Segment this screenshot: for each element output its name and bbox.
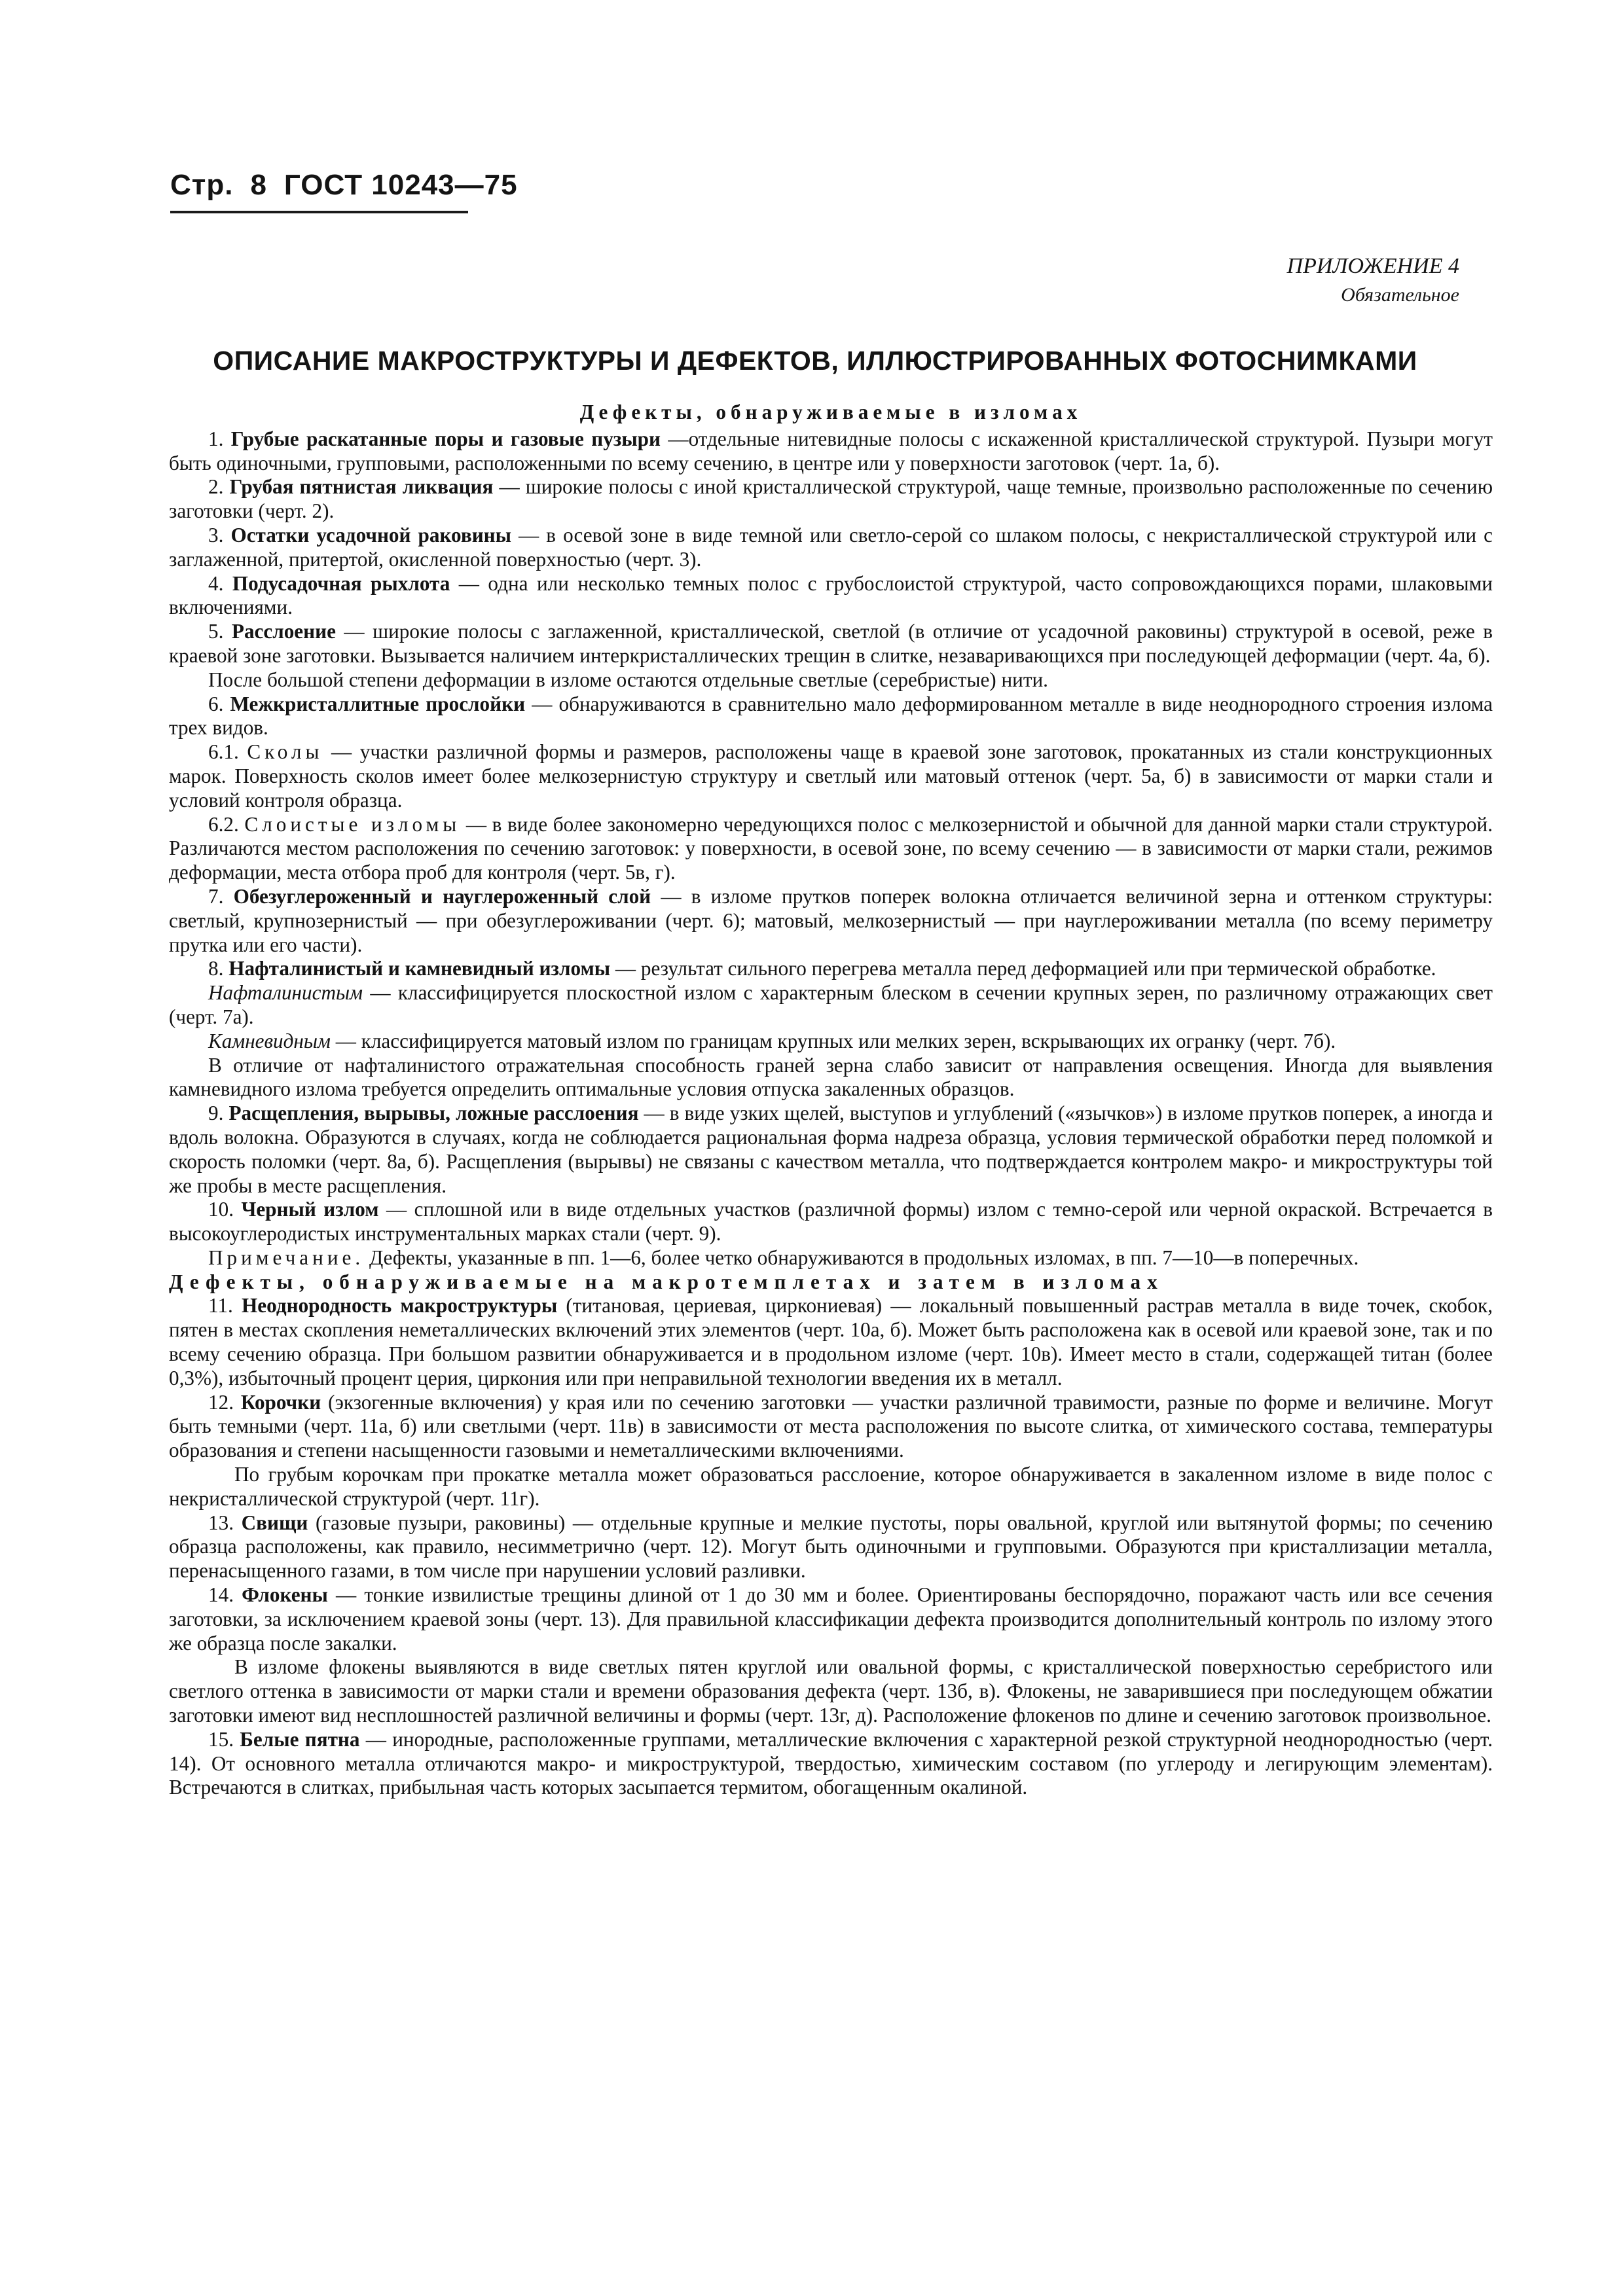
defect-term: Флокены xyxy=(242,1583,328,1607)
item-text: — участки различной формы и размеров, расположены чаще в краевой зоне заготовок, прокатанных из стали конструкционных марок. Поверхность сколов имеет более мелкозернистую структуру и светлый или матовый оттенок (черт. 5а, б) в зависимости от марки стали и условий контроля образца. xyxy=(169,740,1493,812)
paragraph-6-2 xyxy=(169,813,1493,885)
item-text: (газовые пузыри, раковины) — отдельные крупные и мелкие пустоты, поры овальной, круглой или вытянутой формы; по сечению образца расположены, как правило, несимметрично (черт. 12). Могут быть одиночными и групповыми. Образуются при кристаллизации металла, перенасыщенного газами, в том числе при нарушении условий разливки. xyxy=(169,1511,1493,1583)
defect-term: Слоистые изломы xyxy=(244,812,461,836)
defect-term: Белые пятна xyxy=(240,1727,360,1751)
item-number: 6.2. xyxy=(208,812,239,836)
item-text: — классифицируется плоскостной излом с характерным блеском в сечении крупных зерен, по различному отражающих свет (черт. 7а). xyxy=(169,981,1493,1028)
defect-term: Грубые раскатанные поры и газовые пузыри xyxy=(230,427,661,450)
defect-term: Расслоение xyxy=(231,620,336,643)
paragraph-11 xyxy=(169,1294,1493,1390)
defect-term: Нафталинистым xyxy=(208,981,363,1005)
item-text: — в виде более закономерно чередующихся полос с мелкозернистой и обычной для данной марки стали структурой. Различаются местом расположения по сечению заготовок: у поверхности, в осевой зоне, по всему сечению — в зависимости от марки стали, режимов деформации, места отбора проб для контроля (черт. 5в, г). xyxy=(169,812,1493,884)
paragraph-4 xyxy=(169,572,1493,620)
item-number: 3. xyxy=(208,523,224,547)
item-number: 6. xyxy=(208,692,224,715)
defect-term: Камневидным xyxy=(208,1029,331,1052)
paragraph-8-continued: В отличие от нафталинистого отражательная способность граней зерна слабо зависит от направления освещения. Иногда для выявления камневидного излома требуется определить оптимальные условия отпуска закаленных образцов. xyxy=(169,1053,1493,1101)
defect-term: Корочки xyxy=(240,1390,321,1414)
standard-designation: ГОСТ 10243—75 xyxy=(283,169,518,201)
item-number: 15. xyxy=(208,1727,234,1751)
page-number: 8 xyxy=(250,169,267,201)
item-text: — в изломе прутков поперек волокна отличается величиной зерна и оттенком структуры: светлый, крупнозернистый — при обезуглероживании (черт. 6); матовый, мелкозернистый — при науглероживании металла (по всему периметру прутка или его части). xyxy=(169,884,1493,956)
note-label: Примечание. xyxy=(208,1246,365,1269)
item-number: 4. xyxy=(208,571,224,595)
page-label: Стр. xyxy=(170,169,234,201)
paragraph-10 xyxy=(169,1198,1493,1246)
item-text: — в осевой зоне в виде темной или светло-серой со шлаком полосы, с некристаллической структурой или с заглаженной, притертой, окисленной поверхностью (черт. 3). xyxy=(169,523,1493,571)
defect-term: Неоднородность макроструктуры xyxy=(242,1294,558,1318)
item-number: 10. xyxy=(208,1198,234,1221)
paragraph-8 xyxy=(169,957,1493,981)
note-text: Дефекты, указанные в пп. 1—6, более четко обнаруживаются в продольных изломах, в пп. 7—10—в поперечных. xyxy=(364,1246,1359,1269)
defect-term: Межкристаллитные прослойки xyxy=(230,692,526,715)
paragraph-2 xyxy=(169,475,1493,524)
item-number: 7. xyxy=(208,884,224,908)
item-number: 12. xyxy=(208,1390,234,1414)
item-number: 1. xyxy=(208,427,224,450)
appendix-status: Обязательное xyxy=(1341,284,1459,306)
paragraph-13 xyxy=(169,1511,1493,1583)
item-number: 2. xyxy=(208,475,224,499)
item-text: — классифицируется матовый излом по границам крупных или мелких зерен, вскрывающих их огранку (черт. 7б). xyxy=(330,1029,1336,1052)
document-body xyxy=(169,401,1493,1800)
section-heading-templates: Дефекты, обнаруживаемые на макротемплетах и затем в изломах xyxy=(169,1270,1164,1293)
document-title: ОПИСАНИЕ МАКРОСТРУКТУРЫ И ДЕФЕКТОВ, ИЛЛЮСТРИРОВАННЫХ ФОТОСНИМКАМИ xyxy=(213,346,1417,376)
paragraph-5-continued: После большой степени деформации в изломе остаются отдельные светлые (серебристые) нити. xyxy=(208,668,1048,691)
item-text: — результат сильного перегрева металла перед деформацией или при термической обработке. xyxy=(610,957,1436,980)
appendix-label xyxy=(1287,252,1459,310)
item-text: — обнаруживаются в сравнительно мало деформированном металле в виде неоднородного строения излома трех видов. xyxy=(169,692,1493,740)
item-number: 9. xyxy=(208,1102,224,1125)
paragraph-12-continued: По грубым корочкам при прокатке металла может образоваться расслоение, которое обнаруживается в закаленном изломе в виде полос с некристаллической структурой (черт. 11г). xyxy=(169,1463,1493,1510)
defect-term: Свищи xyxy=(241,1511,308,1534)
item-number: 14. xyxy=(208,1583,234,1607)
paragraph-8-naphthalene xyxy=(169,981,1493,1030)
running-header xyxy=(170,169,518,213)
note xyxy=(169,1246,1493,1270)
item-text: — тонкие извилистые трещины длиной от 1 до 30 мм и более. Ориентированы беспорядочно, поражают часть или все сечения заготовки, за исключением краевой зоны (черт. 13). Для правильной классификации дефекта производится дополнительный контроль по излому этого же образца после закалки. xyxy=(169,1583,1493,1655)
item-number: 11. xyxy=(208,1294,233,1318)
paragraph-12 xyxy=(169,1391,1493,1463)
paragraph-14 xyxy=(169,1583,1493,1655)
defect-term: Подусадочная рыхлота xyxy=(232,571,450,595)
item-text: (экзогенные включения) у края или по сечению заготовки — участки различной травимости, разные по форме и величине. Могут быть темными (черт. 11а, б) или светлыми (черт. 11в) в зависимости от места расположения по высоте слитка, от химического состава, температуры образования и степени насыщенности газовыми и неметаллическими включениями. xyxy=(169,1390,1493,1462)
item-text: — широкие полосы с иной кристаллической структурой, чаще темные, произвольно расположенные по сечению заготовки (черт. 2). xyxy=(169,475,1493,523)
appendix-number: ПРИЛОЖЕНИЕ 4 xyxy=(1286,254,1459,278)
paragraph-14-continued: В изломе флокены выявляются в виде светлых пятен круглой или овальной формы, с кристаллической поверхностью серебристого или светлого оттенка в зависимости от марки стали и времени образования дефекта (черт. 13б, в). Флокены, не заварившиеся при последующем обжатии заготовки имеют вид несплошностей различной величины и формы (черт. 13г, д). Расположение флокенов по длине и сечению заготовок произвольное. xyxy=(169,1655,1493,1727)
defect-term: Остатки усадочной раковины xyxy=(230,523,511,547)
paragraph-1 xyxy=(169,427,1493,476)
item-number: 8. xyxy=(208,957,224,980)
defect-term: Грубая пятнистая ликвация xyxy=(229,475,494,499)
item-text: — сплошной или в виде отдельных участков (различной формы) излом с темно-серой или черной окраской. Встречается в высокоуглеродистых инструментальных марках стали (черт. 9). xyxy=(169,1198,1493,1246)
item-text: — одна или несколько темных полос с грубослоистой структурой, часто сопровождающихся порами, шлаковыми включениями. xyxy=(169,571,1493,619)
paragraph-8-rock xyxy=(169,1030,1493,1054)
defect-term: Расщепления, вырывы, ложные расслоения xyxy=(228,1102,639,1125)
defect-term: Обезуглероженный и науглероженный слой xyxy=(233,884,651,908)
paragraph-15 xyxy=(169,1728,1493,1800)
paragraph-6 xyxy=(169,692,1493,741)
item-number: 13. xyxy=(208,1511,234,1534)
paragraph-7 xyxy=(169,885,1493,957)
defect-term: Черный излом xyxy=(241,1198,379,1221)
paragraph-9 xyxy=(169,1102,1493,1198)
item-text: — инородные, расположенные группами, металлические включения с характерной резкой структурной неоднородностью (черт. 14). От основного металла отличаются макро- и микроструктурой, твердостью, химическим составом (по углероду и легирующим элементам). Встречаются в слитках, прибыльная часть которых засыпается термитом, обогащенным окалиной. xyxy=(169,1727,1493,1799)
defect-term: Нафталинистый и камневидный изломы xyxy=(228,957,611,980)
item-text: (титановая, цериевая, циркониевая) — локальный повышенный растрав металла в виде точек, скобок, пятен в местах скопления неметаллических включений этих элементов (черт. 10а, б). Может быть расположена как в осевой или краевой зоне, так и по всему сечению образца. При большом развитии обнаруживается и в продольном изломе (черт. 10в). Имеет место в стали, содержащей титан (более 0,3%), избыточный процент церия, циркония или при неправильной технологии введения их в металл. xyxy=(169,1294,1493,1390)
section-heading-fractures: Дефекты, обнаруживаемые в изломах xyxy=(579,401,1082,423)
paragraph-5 xyxy=(169,620,1493,668)
paragraph-6-1 xyxy=(169,740,1493,812)
item-text: — широкие полосы с заглаженной, кристаллической, светлой (в отличие от усадочной раковины) структурой в осевой, реже в краевой зоне заготовки. Вызывается наличием интеркристаллических трещин в слитке, незаваривающихся при последующей деформации (черт. 4а, б). xyxy=(169,620,1493,667)
item-text: — в виде узких щелей, выступов и углублений («язычков») в изломе прутков поперек, а иногда и вдоль волокна. Образуются в случаях, когда не соблюдается рациональная форма надреза образца, условия термической обработки перед поломкой и скорость поломки (черт. 8а, б). Расщепления (вырывы) не связаны с качеством металла, что подтверждается контролем макро- и микроструктуры той же пробы в месте расщепления. xyxy=(169,1102,1493,1197)
item-text: —отдельные нитевидные полосы с искаженной кристаллической структурой. Пузыри могут быть одиночными, групповыми, расположенными по всему сечению, в центре или у поверхности заготовок (черт. 1а, б). xyxy=(169,427,1493,475)
paragraph-3 xyxy=(169,524,1493,572)
item-number: 5. xyxy=(208,620,224,643)
defect-term: Сколы xyxy=(247,740,323,764)
item-number: 6.1. xyxy=(208,740,239,764)
